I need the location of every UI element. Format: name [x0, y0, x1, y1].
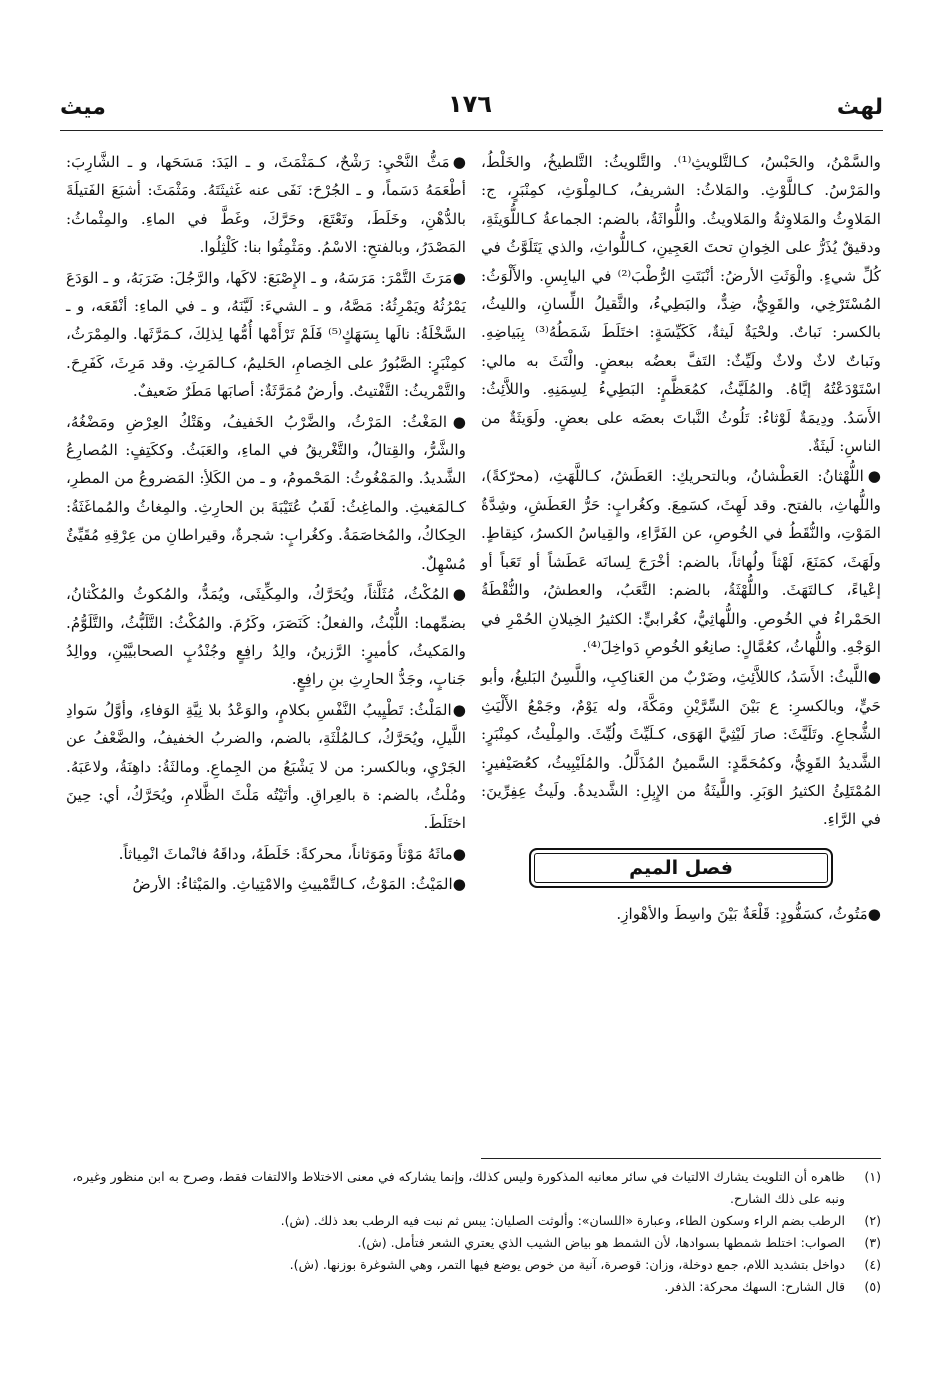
footnote-number: (٥) [864, 1279, 881, 1294]
footnote-text: قال الشارح: السهك محركة: الذفر. [664, 1279, 845, 1294]
entry-paragraph: ●المَغْثُ: المَرْثُ، والضَّرْبُ الخَفيفُ، وهَتْكُ العِرْضِ ومَضْغُهُ، والشَّرُّ، والقِتالُ، والتَّغْريقُ في الماءِ، والعَبَثُ. وككَتِفٍ: المُصارِعُ الشَّديدُ. والمَمْغُوثُ: المَحْمومُ، و ـ من الكَلأِ: المَضروعُ من المطرِ، كـالمَغيثِ. والماغِثُ: لَقَبُ عُتَيْبَةَ بن الحارِثِ. والمِغاثُ والمُماغَثَةُ: الحِكاكُ، والمُخاصَمَةُ. وكغُرابٍ: شجرةٌ، وقيراطانِ من عِرْقِهِ مُقَيِّئٌ مُسْهِلٌ. [66, 412, 466, 573]
header-left-word: ميث [60, 95, 106, 120]
section-heading-box [529, 848, 833, 888]
header-rule [60, 130, 883, 131]
footnote [63, 1254, 881, 1276]
footnotes [63, 1166, 881, 1298]
footnote-text: الرطب بضم الراء وسكون الطاء، وعبارة «اللسان»: وألوثت الصليان: يبس ثم نبت فيه الرطب بعد ذلك. (ش). [280, 1213, 845, 1228]
footnote-number: (٤) [864, 1257, 881, 1272]
entry-paragraph: ●المَيْثُ: المَوْثُ، كـالتَّمْييثِ والامْتِياثِ. والمَيْثاءُ: الأرضُ [132, 875, 466, 894]
entry-paragraph: ●اللَّيثُ: الأَسَدُ، كاللاَّئِثِ، وضَرْبٌ من العَناكِبِ، واللَّسِنُ البَليغُ، وأبو حَيٍّ، وبالكسرِ: ع بَيْنَ السِّرَّيْنِ ومَكَّةَ، وله يَوْمٌ، وجَمْعُ الأَلْيَثِ الشُّجاعِ. وتَلَيَّثَ: صارَ لَيْثِيَّ الهَوَى، كـلَيِّثَ ولُيِّثَ. والمِلْيثُ، كمِنْبَرٍ: الشَّديدُ القَوِيُّ، وكمُحَمَّدٍ: السَّمينُ المُذَلَّلُ. والمُلَيْبِيثُ، كعُصَيْفيرٍ: المُمْتَلِئُ الكثيرُ الوَبَرِ. واللَّيثَةُ من الإِبِلِ: الشَّديدةُ. ولَيثُ عِفِرِّينَ: في الرَّاءِ. [481, 668, 881, 829]
right-column [481, 148, 881, 930]
footnote-number: (٣) [864, 1235, 881, 1250]
entry-paragraph: ●المُكْثُ، مُثَلَّثاً، ويُحَرَّكُ، والمِكِّيثَى، ويُمَدُّ، والمُكوثُ والمُكْثانُ، بضمِّهما: اللُّبْثُ، والفعلُ: كَنَصَرَ، وكَرُمَ. والمُكْثُ: التَّلَبُّثُ، والتَّلَوُّمُ. والمَكيثُ، كأميرٍ: الرَّزينُ، والِدُ رافِعٍ وجُنْدُبٍ الصحابيَّيْنِ، ووالِدُ جَنابٍ، وجَدُّ الحارِثِ بنِ رافِعٍ. [66, 585, 466, 689]
footnote-number: (١) [864, 1169, 881, 1184]
entry-paragraph: ●اللُّهْثانُ: العَطْشانُ، وبالتحريكِ: العَطَشُ، كـاللَّهَثِ، (محرّكةً)، واللُّهاثِ، بالفتح. وقد لَهِثَ، كسَمِعَ. وكغُرابٍ: حَرُّ العَطَشِ، وشِدَّةُ المَوْتِ، والنُّقَطُ في الخُوصِ، عن الفَرَّاءِ، والقِياسُ الكسرُ، كنِقاطٍ. ولَهَثَ، كمَنَعَ، لَهْثاً ولُهاثاً، بالضم: أخْرَجَ لِسانَه عَطَشاً أو تَعَباً أو إعْياءً، كـالتَهَثَ. واللُّهْثَةُ، بالضم: التَّعَبُ، والعطشُ، والنُّقْطَةُ الحَمْراءُ في الخُوصِ. واللُّهاثِيُّ، كغُرابيٍّ: الكثيرُ الخِيلانِ الحُمْرِ في الوَجْهِ. واللُّهاثُ، كعُمَّالٍ: صانِعُو الخُوصِ دَواخِلَ⁽⁴⁾. [481, 467, 881, 656]
entry-paragraph: ●مَتُوثُ، كسَفُّودٍ: قَلْعَةٌ بَيْنَ واسِطَ والأهْوازِ. [616, 904, 881, 923]
footnote-text: الصواب: اختلط شمطها بسوادها، لأن الشمط هو بياض الشيب الذي يعتري الشعر فتأمل. (ش). [357, 1235, 845, 1250]
header-right-word: لهث [836, 95, 883, 120]
left-column [66, 148, 466, 901]
entry-paragraph: ●مَثُّ النَّحْيِ: رَشْحٌ، كـمَثْمَثَ، و ـ اليَدَ: مَسَحَها، و ـ الشَّارِبَ: أطْعَمَهُ دَسَماً، و ـ الجُرْحَ: نَفَى عنه غَثيثَتَهُ. ومَثْمَثَ: أشبَعَ الفَتيلَةَ بالدُّهْنِ، وخَلَطَ، وتَعْتَعَ، وحَرَّكَ، وغَطَّ في الماءِ. والمِثْماثُ: المَصْدَرُ، وبالفتحِ: الاسْمُ. ومَثْمِثُوا بنا: كَلْثِلُوا. [66, 153, 466, 257]
entry-paragraph: ●ماثَهُ مَوْثاً ومَوَثاناً، محركةً: خَلَطَهُ، وداقَهُ فانْماثَ انْمِياثاً. [118, 844, 466, 863]
footnote-rule [481, 1158, 881, 1159]
footnote [63, 1276, 881, 1298]
footnote-text: دواخل بتشديد اللام، جمع دوخلة، وزان: قوصرة، آنية من خوص يوضع فيها التمر، وهي الشوغرة بوزنها. (ش). [289, 1257, 845, 1272]
page-number: ١٧٦ [448, 90, 492, 118]
footnote-text: ظاهره أن التلويث يشارك الالتياث في سائر معانيه المذكورة وليس كذلك، وإنما يشاركه في معنى الاختلاط والالتفات فقط، وصرح به ابن منظور وغيره، ونبه على ذلك الشارح. [72, 1169, 845, 1206]
entry-paragraph: والسَّمْنُ، والحَبْسُ، كـالتَّلويثِ⁽¹⁾. والتَّلويثُ: التَّلطيخُ، والخَلْطُ، والمَرْسُ. كـاللَّوْثِ. والمَلاثُ: الشريفُ، كـالمِلْوَثِ، كمِنْبَرٍ، ج: المَلاوِثُ والمَلاوِثةُ والمَلاويثُ. واللُّواثَةُ، بالضم: الجماعةُ كـاللُّوَيثَةِ، ودقيقٌ يُذَرُّ على الخِوانِ تحتَ العَجِينِ، كـاللُّواثِ، والذي يَتَلَوَّثُ في كُلِّ شيءٍ. والْوَثَتِ الأرضُ: أنْبَتَتِ الرُّطْبَ⁽²⁾ في اليابِسِ. والأَلْوَثُ: المُسْتَرْخِي، والقَوِيُّ، ضِدٌّ، والبَطِيءُ، والثَّقيلُ اللِّسانِ، والليثُ، بالكسر: نَباتٌ. ولحْيَةٌ لَيثةٌ، كَكَيِّسَةٍ: اختَلَطَ شَمَطُهُ⁽³⁾ بِبَياضِهِ. ونَباتٌ لاثٌ ولاثٌ ولَيِّثٌ: التَفَّ بعضُه ببعضٍ. والْتَثَ به مالي: اسْتَوْدَعْتُهُ إيَّاهُ. والمُلَيَّثُ، كمُعَظَّمٍ: البَطِيءُ لِسِمَنِهِ. واللاَّئِثُ: الأَسَدُ. ودِيمَةٌ لَوْثاءُ: تَلُوثُ النَّباتَ بعضَه على بعضٍ. ولَوَيثَةٌ من الناسِ: لَيثَةٌ. [481, 153, 881, 456]
entry-paragraph: ●مَرَثَ التَّمْرَ: مَرَسَهُ، و ـ الإِصْبَعَ: لاكَها، والرَّجُلَ: ضَرَبَهُ، و ـ الوَدَعَ يَمْرُثُهُ ويَمْرِثُهُ: مَصَّهُ، و ـ الشيءَ: لَيَّنَهُ، و ـ في الماءِ: أنْقَعَه، و ـ السَّخْلَةُ: نالَها بِسَهَكٍ⁽⁵⁾ فَلَمْ تَرْأَمْها أُمُّها لِذلِكَ، كـمَرَّثَها. والمِمْرَثُ، كمِنْبَرٍ: الصَّبُورُ على الخِصامِ، الحَليمُ، كـالمَرِثِ. وقد مَرِثَ، كَفَرِحَ. والتَّمْريثُ: التَّفْتيتُ. وأرضٌ مُمَرَّثَةٌ: أصابَها مَطَرٌ ضَعيفٌ. [66, 268, 467, 401]
entry-paragraph: ●المَلْثُ: تَطْيِيبُ النَّفْسِ بكلامٍ، والوَعْدُ بلا نِيَّةِ الوَفاءِ، وأوَّلُ سَوادِ اللَّيلِ، ويُحَرَّكُ، كـالمُلْثَةِ، بالضم، والضربُ الخفيفُ، والضَّعْفُ عن الجَرْيِ، وبالكسر: من لا يَشْبَعُ من الجِماعِ. ومالثَةُ: داهِنَةُ، ولاعَبَهُ. ومُلْثُ، بالضم: ة بالعِراقِ. وأتَيْتُه مَلْثَ الظَّلامِ، ويُحَرَّكُ، أي: حِينَ اختَلَطَ. [66, 700, 466, 833]
footnote-number: (٢) [864, 1213, 881, 1228]
section-heading: فصل الميم [629, 856, 733, 879]
footnote [63, 1232, 881, 1254]
footnote [63, 1210, 881, 1232]
footnote [63, 1166, 881, 1210]
